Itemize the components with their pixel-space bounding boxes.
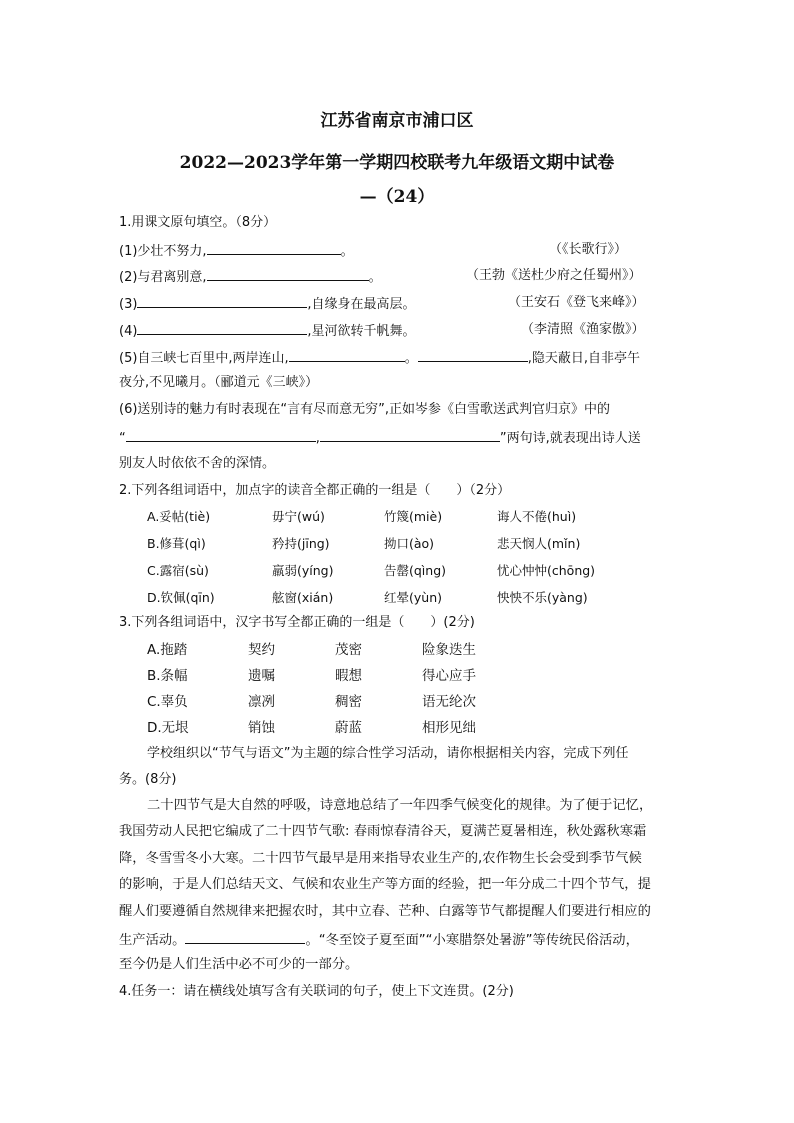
q2-option-c-4: 忧心忡忡(chōng) bbox=[497, 563, 596, 578]
q3-option-a-3: 茂密 bbox=[335, 642, 362, 658]
q3-option-d-3: 蔚蓝 bbox=[335, 720, 362, 736]
passage-line4: 的影响，于是人们总结天文、气候和农业生产等方面的经验，把一年分成二十四个节气，提 bbox=[119, 877, 651, 892]
q2-option-b-4: 悲天悯人(mǐn) bbox=[497, 536, 581, 551]
q1-item-2 bbox=[119, 267, 382, 287]
passage-line3: 降，冬雪雪冬小大寒。二十四节气最早是用来指导农业生产的,农作物生长会受到季节气候 bbox=[119, 851, 642, 866]
q1-item-4 bbox=[119, 321, 416, 341]
passage-line6-pre: 生产活动。 bbox=[119, 933, 186, 948]
q1-item-5-pre: (5)自三峡七百里中,两岸连山, bbox=[119, 351, 289, 366]
q2-option-c-3: 告罄(qìng) bbox=[384, 563, 447, 578]
title-region: 江苏省南京市浦口区 bbox=[320, 111, 474, 131]
q1-stem: 1.用课文原句填空。（8分） bbox=[119, 215, 277, 230]
q3-option-d-2: 销蚀 bbox=[248, 720, 275, 736]
q3-option-b-2: 遗嘱 bbox=[248, 668, 275, 684]
q3-option-c-4: 语无纶次 bbox=[422, 694, 476, 710]
passage-line7: 至今仍是人们生活中必不可少的一部分。 bbox=[119, 957, 359, 972]
q1-item-5-mid: 。 bbox=[404, 351, 418, 366]
q2-option-a-3: 竹篾(miè) bbox=[384, 509, 443, 524]
q1-item-4-pre: (4) bbox=[119, 324, 138, 339]
passage-line6 bbox=[119, 930, 639, 950]
title-number: —（24） bbox=[359, 187, 435, 207]
q2-option-b-2: 矜持(jīng) bbox=[272, 536, 330, 551]
q1-item-3-post: ,自缘身在最高层。 bbox=[307, 297, 416, 312]
q2-option-b-3: 拗口(ào) bbox=[384, 536, 435, 551]
q3-option-b-1[interactable]: B.条幅 bbox=[147, 668, 188, 684]
q1-item-3-pre: (3) bbox=[119, 297, 138, 312]
q1-item-3-source: （王安石《登飞来峰》） bbox=[508, 295, 645, 310]
q1-item-2-blank[interactable] bbox=[207, 267, 369, 281]
q2-option-d-4: 怏怏不乐(yàng) bbox=[497, 590, 588, 605]
passage-line6-post: 。“冬至饺子夏至面”“小寒腊祭处暑游”等传统民俗活动， bbox=[305, 933, 639, 948]
q2-stem: 2.下列各组词语中，加点字的读音全都正确的一组是（ ）（2分） bbox=[119, 483, 511, 498]
q1-item-1 bbox=[119, 241, 354, 261]
q3-option-b-4: 得心应手 bbox=[422, 668, 476, 684]
q2-option-c-2: 羸弱(yíng) bbox=[272, 563, 334, 578]
q1-item-4-blank[interactable] bbox=[137, 321, 307, 335]
q3-option-c-3: 稠密 bbox=[335, 694, 362, 710]
q2-option-c-1[interactable]: C.露宿(sù) bbox=[147, 563, 209, 578]
q3-option-d-1[interactable]: D.无垠 bbox=[147, 720, 189, 736]
q1-item-5-blank-b[interactable] bbox=[418, 348, 528, 362]
q2-option-d-1[interactable]: D.钦佩(qīn) bbox=[147, 590, 215, 605]
q1-item-6-line2 bbox=[119, 428, 641, 448]
q3-option-a-4: 险象迭生 bbox=[422, 642, 476, 658]
q2-option-d-3: 红晕(yùn) bbox=[384, 590, 442, 605]
q3-option-c-1[interactable]: C.辜负 bbox=[147, 694, 188, 710]
q1-item-4-post: ,星河欲转千帆舞。 bbox=[307, 324, 416, 339]
q1-item-6-line3: 别友人时依依不舍的深情。 bbox=[119, 456, 276, 471]
q2-option-d-2: 舷窗(xián) bbox=[272, 590, 334, 605]
q1-item-6-blank-a[interactable] bbox=[126, 428, 316, 442]
q1-item-5 bbox=[119, 348, 640, 368]
title-exam: 2022—2023学年第一学期四校联考九年级语文期中试卷 bbox=[179, 153, 615, 173]
q1-item-6-blank-b[interactable] bbox=[320, 428, 500, 442]
q1-item-2-source: （王勃《送杜少府之任蜀州》） bbox=[466, 268, 642, 283]
q3-option-d-4: 相形见绌 bbox=[422, 720, 476, 736]
q2-option-a-2: 毋宁(wú) bbox=[272, 509, 325, 524]
passage-line1: 二十四节气是大自然的呼吸，诗意地总结了一年四季气候变化的规律。为了便于记忆， bbox=[147, 798, 653, 813]
passage-blank[interactable] bbox=[185, 930, 305, 944]
q2-option-a-4: 诲人不倦(huì) bbox=[497, 509, 577, 524]
activity-intro-line1: 学校组织以“节气与语文”为主题的综合性学习活动，请你根据相关内容，完成下列任 bbox=[147, 746, 629, 761]
q3-option-a-1[interactable]: A.拖踏 bbox=[147, 642, 188, 658]
q3-option-b-3: 暇想 bbox=[335, 668, 362, 684]
q1-item-1-pre: (1)少壮不努力, bbox=[119, 244, 207, 259]
q1-item-6-mid: , bbox=[315, 431, 320, 446]
q2-option-b-1[interactable]: B.修葺(qì) bbox=[147, 536, 206, 551]
q3-option-a-2: 契约 bbox=[248, 642, 275, 658]
q3-option-c-2: 凛冽 bbox=[248, 694, 275, 710]
q1-item-6-line1: (6)送别诗的魅力有时表现在“言有尽而意无穷”,正如岑参《白雪歌送武判官归京》中的 bbox=[119, 402, 611, 417]
q1-item-1-blank[interactable] bbox=[207, 241, 341, 255]
q1-item-1-source: （《长歌行》） bbox=[549, 242, 628, 257]
q1-item-3-blank[interactable] bbox=[137, 294, 307, 308]
q1-item-5-blank-a[interactable] bbox=[289, 348, 405, 362]
q1-item-2-pre: (2)与君离别意, bbox=[119, 270, 207, 285]
q1-item-4-source: （李清照《渔家傲》） bbox=[521, 322, 645, 337]
passage-line2: 我国劳动人民把它编成了二十四节气歌: 春雨惊春清谷天，夏满芒夏暑相连，秋处露秋寒霜 bbox=[119, 824, 647, 839]
q1-item-2-post: 。 bbox=[368, 270, 382, 285]
q1-item-3 bbox=[119, 294, 416, 314]
q1-item-1-post: 。 bbox=[340, 244, 354, 259]
activity-intro-line2: 务。(8分) bbox=[119, 772, 177, 787]
q1-item-5-line2: 夜分,不见曦月。（郦道元《三峡》） bbox=[119, 375, 319, 390]
q1-item-6-post: ”两句诗,就表现出诗人送 bbox=[499, 431, 641, 446]
q1-item-5-post: ,隐天蔽日,自非亭午 bbox=[527, 351, 640, 366]
q4-stem: 4.任务一：请在横线处填写含有关联词的句子，使上下文连贯。(2分) bbox=[119, 984, 514, 999]
q1-item-6-pre: “ bbox=[119, 431, 126, 446]
passage-line5: 醒人们要遵循自然规律来把握农时，其中立春、芒种、白露等节气都提醒人们要进行相应的 bbox=[119, 904, 651, 919]
q3-stem: 3.下列各组词语中，汉字书写全都正确的一组是（ ）(2分) bbox=[119, 615, 475, 630]
q2-option-a-1[interactable]: A.妥帖(tiè) bbox=[147, 509, 211, 524]
